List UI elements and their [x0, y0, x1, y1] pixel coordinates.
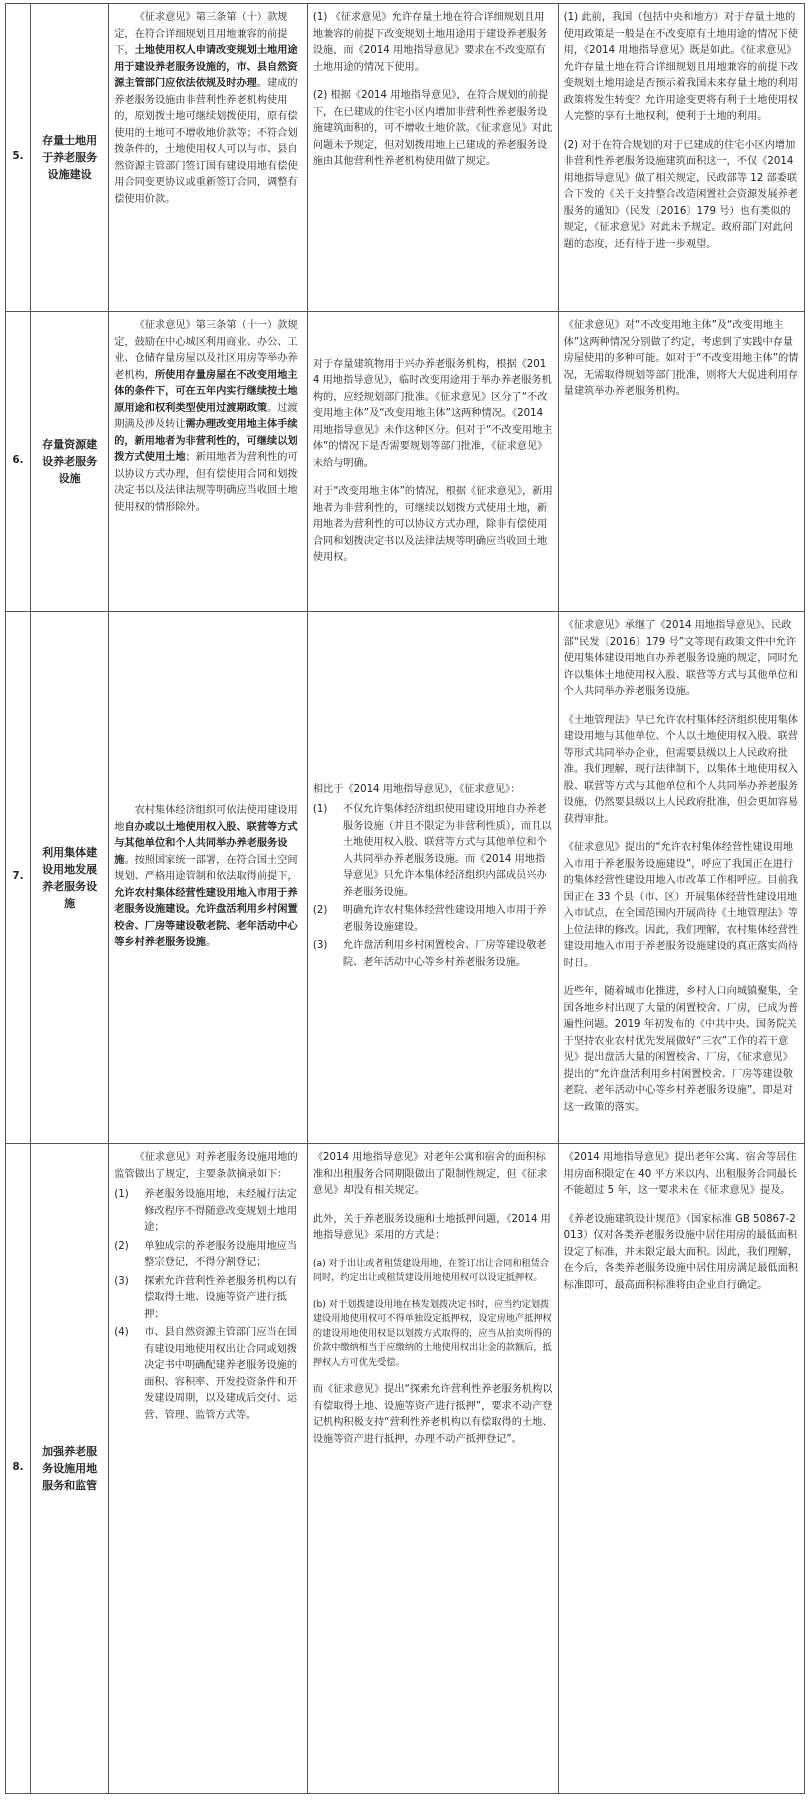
comparison-cell — [307, 1144, 558, 1794]
list-marker: (3) — [114, 1275, 129, 1287]
comparison-subpoint: (a) 对于出让或者租赁建设用地，在签订出让合同和租赁合同时，约定出让或租赁建设用地使用权可以设定抵押权。 — [312, 1257, 550, 1283]
provision-list — [114, 1187, 302, 1424]
list-marker: (3) — [312, 940, 328, 952]
analysis-paragraph: 《土地管理法》早已允许农村集体经济组织使用集体建设用地与其他单位、个人以土地使用权入股、联营等形式共同举办企业，但需要县级以上人民政府批准。我们理解，现行法律制下，以集体土地使用权入股、联营等方式与其他单位和个人共同举办养老服务设施，仍然要县级以上人民政府批准，但会更加容易获得审批。 — [563, 714, 798, 825]
comparison-cell — [307, 612, 558, 1144]
list-item — [114, 1187, 302, 1237]
text-run-bold: 需办理改变用地主体手续的，新用地者为非营利性的，可继续以划拨方式使用土地 — [114, 419, 298, 463]
row-number: 6. — [6, 312, 31, 612]
list-marker: (1) — [114, 1189, 129, 1200]
list-text: 单独成宗的养老服务设施用地应当整宗登记，不得分割登记； — [144, 1240, 298, 1268]
row-topic: 利用集体建设用地发展养老服务设施 — [30, 612, 108, 1144]
analysis-paragraph: 《征求意见》对“不改变用地主体”及“改变用地主体”这两种情况分别做了约定，考虑到了实践中存量房屋使用的多种可能。如对于“不改变用地主体”的情况，无需取得规划等部门批准，则将大大促进利用存量建筑举办养老服务机构。 — [563, 320, 799, 397]
comparison-paragraph: (2) 根据《2014 用地指导意见》，在符合规划的前提下，在已建成的住宅小区内增加非营利性养老服务设施建筑面积的，可不增收土地价款。《征求意见》对此问题未予规定，但对划拨用地上已建成的养老服务设施由其他营利性养老机构使用做了规定。 — [312, 90, 553, 167]
list-text: 养老服务设施用地，未经履行法定修改程序不得随意改变规划土地用途； — [144, 1189, 298, 1233]
comparison-paragraph: 此外，关于养老服务设施和土地抵押问题，《2014 用地指导意见》采用的方式是： — [312, 1213, 551, 1241]
comparison-paragraph: 对于“改变用地主体”的情况，根据《征求意见》，新用地者为非营利性的，可继续以划拨方式使用土地，新用地者为营利性的可以协议方式办理，除非有偿使用合同和划拨决定书以及法律法规等明确应当收回土地使用权。 — [312, 486, 553, 563]
list-marker: (4) — [114, 1327, 129, 1338]
provision-cell — [109, 1144, 308, 1794]
analysis-cell — [558, 612, 804, 1144]
text-run-bold: 所使用存量房屋在不改变用地主体的条件下，可在五年内实行继续按土地原用途和权利类型使用过渡期政策 — [114, 369, 298, 414]
text-run-bold: 土地使用权人申请改变规划土地用途用于建设养老服务设施的，市、县自然资源主管部门应依法依规及时办理 — [114, 45, 298, 89]
analysis-paragraph: 《养老设施建筑设计规范》（国家标准 GB 50867-2013）仅对各类养老服务设施中居住用房的最低面积设定了标准，并未限定最大面积。因此，我们理解，在今后，各类养老服务设施中居住用房满足最低面积标准即可，最高面积标准将由企业自行确定。 — [563, 1213, 798, 1291]
text-run: 。 — [205, 937, 217, 949]
comparison-paragraph: 《2014 用地指导意见》对老年公寓和宿舍的面积标准和出租服务合同期限做出了限制性规定，但《征求意见》却没有相关规定。 — [312, 1152, 548, 1196]
analysis-paragraph: 近些年，随着城市化推进，乡村人口向城镇聚集，全国各地乡村出现了大量的闲置校舍、厂房，已成为普遍性问题。2019 年初发布的《中共中央、国务院关于坚持农业农村优先发展做好“三农”工作的若干意见》提出盘活大量的闲置校舍、厂房，《征求意见》提出的“允许盘活利用乡村闲置校舍、厂房等建设敬老院、老年活动中心等乡村养老服务设施”，即是对这一政策的落实。 — [563, 986, 798, 1113]
text-run-bold: 允许农村集体经营性建设用地入市用于养老服务设施建设。允许盘活利用乡村闲置校舍、厂房等建设敬老院、老年活动中心等乡村养老服务设施 — [114, 887, 298, 949]
list-marker: (1) — [312, 804, 328, 816]
analysis-cell — [558, 1144, 804, 1794]
table-row — [6, 1144, 805, 1794]
text-run: 《征求意见》第三条第（十一）款规定，鼓励在中心城区利用商业、办公、工业、仓储存量房屋以及社区用房等举办养老机构， — [114, 320, 298, 381]
list-item — [114, 1239, 302, 1272]
table-row — [6, 312, 805, 612]
row-number: 5. — [6, 4, 31, 312]
analysis-paragraph: (1) 此前，我国（包括中央和地方）对于存量土地的使用政策是一般是在不改变原有土地用途的情况下使用，《2014 用地指导意见》既是如此。《征求意见》允许存量土地在符合详细规划且用地兼容的前提下改变规划土地用途是否预示着我国未来存量土地的利用政策将发生转变？允许用途变更将有利于土地使用权人完整的享有土地权利，便利于土地的利用。 — [563, 12, 798, 122]
list-text: 允许盘活利用乡村闲置校舍、厂房等建设敬老院、老年活动中心等乡村养老服务设施。 — [342, 940, 547, 968]
analysis-paragraph: 《征求意见》承继了《2014 用地指导意见》、民政部“民发〔2016〕179 号”文等现有政策文件中允许使用集体建设用地自办养老服务设施的规定，同时允许以集体土地使用权入股、联营等方式与其他单位和个人共同举办养老服务设施。 — [563, 620, 798, 697]
text-run-bold: 自办或以土地使用权入股、联营等方式与其他单位和个人共同举办养老服务设施 — [114, 821, 298, 866]
list-item — [114, 1274, 302, 1324]
row-topic: 存量土地用于养老服务设施建设 — [30, 4, 108, 312]
table-row — [6, 612, 805, 1144]
analysis-paragraph: 《2014 用地指导意见》提出老年公寓、宿舍等居住用房面积限定在 40 平方米以内、出租服务合同最长不能超过 5 年，这一要求未在《征求意见》提及。 — [563, 1152, 798, 1196]
analysis-cell — [558, 312, 804, 612]
comparison-cell — [307, 312, 558, 612]
list-text: 明确允许农村集体经营性建设用地入市用于养老服务设施建设。 — [342, 905, 547, 933]
list-marker: (2) — [114, 1240, 129, 1252]
provision-cell — [109, 4, 308, 312]
provision-cell — [109, 312, 308, 612]
list-item — [313, 903, 553, 936]
comparison-paragraph: 对于存量建筑物用于兴办养老服务机构，根据《2014 用地指导意见》，临时改变用途用于举办养老服务机构的，应经规划部门批准。《征求意见》区分了“不改变用地主体”及“改变用地主体”这两种情况。《2014 用地指导意见》未作这种区分。但对于“不改变用地主体”的情况下是否需要规划等部门批准，《征求意见》未给与明确。 — [312, 358, 553, 469]
list-text: 市、县自然资源主管部门应当在国有建设用地使用权出让合同或划拨决定书中明确配建养老服务设施的面积、容积率、开发投资条件和开发建设周期，以及建成后交付、运营、管理、监管方式等。 — [144, 1327, 298, 1421]
list-text: 探索允许营利性养老服务机构以有偿取得土地、设施等资产进行抵押； — [144, 1275, 298, 1320]
list-item — [114, 1325, 302, 1424]
text-run: 。按照国家统一部署，在符合国土空间规划、严格用途管制和依法取得前提下， — [114, 854, 298, 883]
list-text: 不仅允许集体经济组织使用建设用地自办养老服务设施（并且不限定为非营利性质），而且以土地使用权入股、联营等方式与其他单位和个人共同举办养老服务设施。而《2014 用地指导意见》只允许本集体经济组织内部成员兴办养老服务设施。 — [342, 804, 552, 898]
table-row — [6, 4, 805, 312]
comparison-paragraph: 而《征求意见》提出“探索允许营利性养老服务机构以有偿取得土地、设施等资产进行抵押”，要求不动产登记机构积极支持“营利性养老机构以有偿取得的土地、设施等资产进行抵押，办理不动产抵押登记”。 — [312, 1384, 553, 1445]
row-topic: 存量资源建设养老服务设施 — [30, 312, 108, 612]
text-run: 。过渡期满及涉及转让 — [114, 402, 298, 430]
provision-cell — [109, 612, 308, 1144]
analysis-paragraph: 《征求意见》提出的“允许农村集体经营性建设用地入市用于养老服务设施建设”，呼应了我国正在进行的集体经营性建设用地入市改革工作相呼应。目前我国正在 33 个县（市、区）开展集体经营性建设用地入市试点，在全国范围内开展尚待《土地管理法》等上位法律的修改。因此，我们理解，农村集体经营性建设用地入市用于养老服务设施建设的真正落实尚待时日。 — [563, 842, 798, 969]
comparison-subpoint: (b) 对于划拨建设用地在核发划拨决定书时，应当约定划拨建设用地使用权可不得单独设定抵押权，设定房地产抵押权的建设用地使用权是以划拨方式取得的，应当从拍卖所得的价款中缴纳相当于应缴纳的土地使用权出让金的款额后，抵押权人方可优先受偿。 — [312, 1298, 552, 1368]
comparison-paragraph: (1) 《征求意见》允许存量土地在符合详细规划且用地兼容的前提下改变规划土地用途用于建设养老服务设施，而《2014 用地指导意见》要求在不改变原有土地用途的情况下使用。 — [312, 12, 548, 73]
comparison-intro: 相比于《2014 用地指导意见》，《征求意见》： — [312, 783, 521, 795]
list-item — [313, 802, 553, 901]
text-run: 《征求意见》第三条第（十）款规定，在符合详细规划且用地兼容的前提下， — [114, 12, 288, 56]
row-topic: 加强养老服务设施用地服务和监管 — [30, 1144, 108, 1794]
provision-intro: 《征求意见》对养老服务设施用地的监管做出了规定，主要条款摘录如下： — [114, 1152, 298, 1180]
text-run: ；新用地者为营利性的可以协议方式办理，但有偿使用合同和划拨决定书以及法律法规等明确应当收回土地使用权的情形除外。 — [114, 452, 298, 513]
analysis-paragraph: (2) 对于在符合规划的对于已建成的住宅小区内增加非营利性养老服务设施建筑面积这一，不仅《2014 用地指导意见》做了相关规定，民政部等 12 部委联合下发的《关于支持整合改造闲置社会资源发展养老服务的通知》（民发〔2016〕179 号）也有类似的规定，《征求意见》对此未予规定。政府部门对此问题的态度，还有待于进一步观望。 — [563, 139, 798, 250]
comparison-list — [313, 802, 553, 971]
analysis-cell — [558, 4, 804, 312]
row-number: 8. — [6, 1144, 31, 1794]
list-item — [313, 938, 553, 971]
policy-comparison-table — [5, 3, 805, 1794]
text-run: 农村集体经济组织可依法使用建设用地 — [114, 805, 298, 833]
list-marker: (2) — [312, 905, 328, 917]
text-run: 。建成的养老服务设施由非营利性养老机构使用的，原划拨土地可继续划拨使用，原有偿使用的土地可不增收地价款等；不符合划拨条件的，土地使用权人可以与市、县自然资源主管部门签订国有建设用地有偿使用合同变更协议或重新签订合同，调整有偿使用价款。 — [114, 78, 298, 205]
comparison-cell — [307, 4, 558, 312]
row-number: 7. — [6, 612, 31, 1144]
